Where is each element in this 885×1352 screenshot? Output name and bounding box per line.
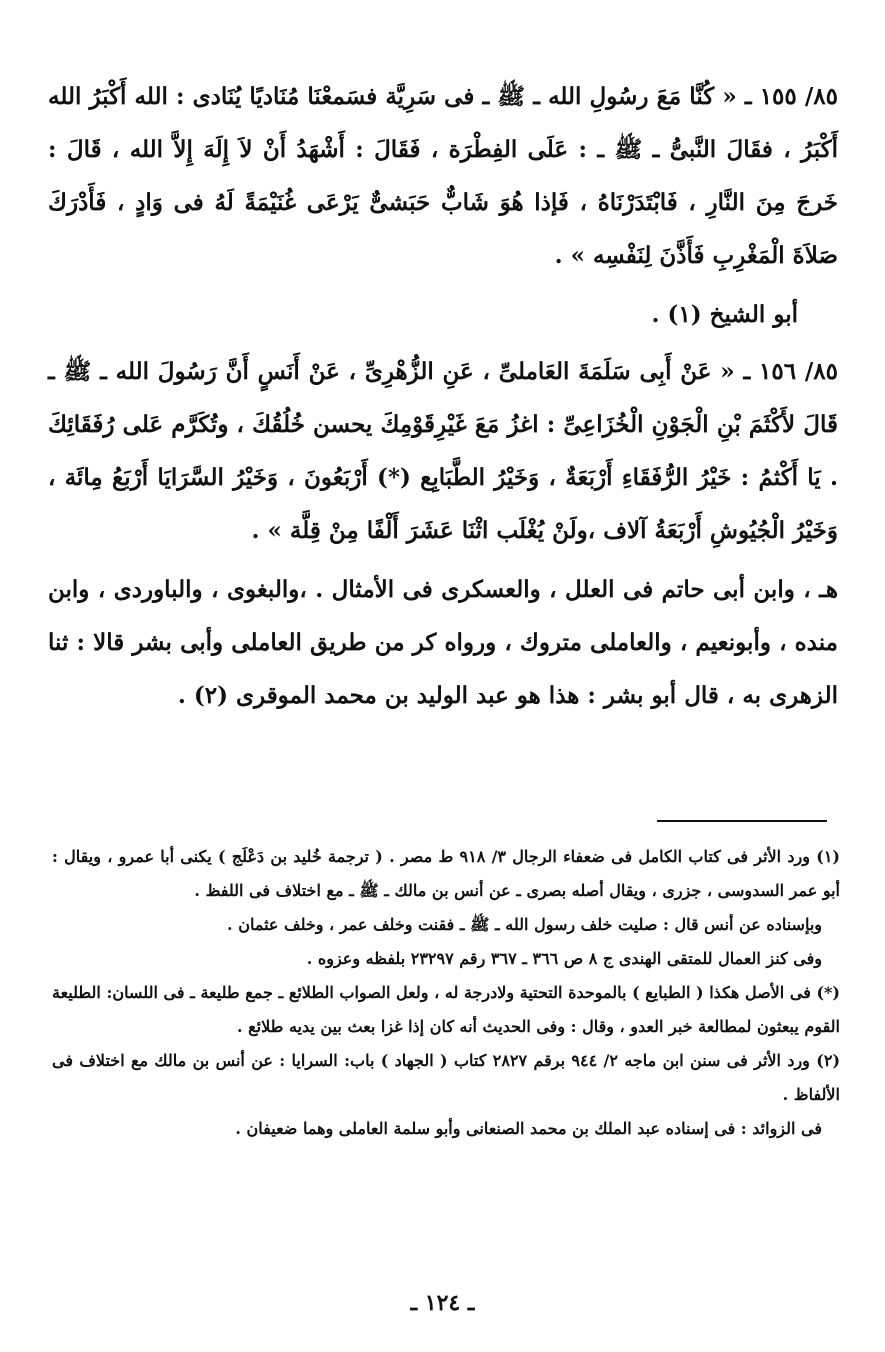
main-text <box>48 70 838 722</box>
footnote-divider <box>657 820 827 822</box>
hadith-155: ٨٥/ ١٥٥ ـ « كُنَّا مَعَ رسُولِ الله ـ ﷺ ـ فى سَرِيَّة فسَمعْنَا مُنَاديًا يُنَادى : الله أَكْبَرُ الله أَكْبَرُ ، فقَالَ النَّبىُّ ـ ﷺ ـ : عَلَى الفِطْرَة ، فَقَالَ : أَشْهَدُ أَنْ لاَ إِلَهَ إِلاَّ الله ، قَالَ : خَرجَ مِنَ النَّارِ ، فَابْتَدَرْنَاهُ ، فَإذا هُوَ شَابٌّ حَبَشىٌّ يَرْعَى غُنَيْمَةً لَهُ فى وَادٍ ، فَأَدْرَكَ صَلاَةَ الْمَغْرِبِ فَأَذَّنَ لِنَفْسِه » . <box>48 83 838 269</box>
page-body <box>48 70 838 722</box>
footnote-2-continuation: فى الزوائد : فى إسناده عبد الملك بن محمد الصنعانى وأبو سلمة العاملى وهما ضعيفان . <box>235 1119 822 1138</box>
source-citation-155: أبو الشيخ (١) . <box>651 301 798 328</box>
footnote-2: (٢) ورد الأثر فى سنن ابن ماجه ٢/ ٩٤٤ برقم ٢٨٢٧ كتاب ( الجهاد ) باب: السرايا : عن أنس بن مالك مع اختلاف فى الألفاظ . <box>52 1051 841 1104</box>
commentary-paragraph: هـ ، وابن أبى حاتم فى العلل ، والعسكرى فى الأمثال . ،والبغوى ، والباوردى ، وابن منده ، وأبونعيم ، والعاملى متروك ، ورواه كر من طريق العاملى وأبى بشر قالا : ثنا الزهرى به ، قال أبو بشر : هذا هو عبد الوليد بن محمد الموقرى (٢) . <box>48 576 838 709</box>
page-number: ـ ١٢٤ ـ <box>410 1290 475 1316</box>
footnote-star: (*) فى الأصل هكذا ( الطبايع ) بالموحدة التحتية ولادرجة له ، ولعل الصواب الطلائع ـ جمع طليعة ـ فى اللسان: الطليعة القوم يبعثون لمطالعة خبر العدو ، وقال : وفى الحديث أنه كان إذا غزا بعث بين يديه طلائع . <box>52 983 840 1036</box>
hadith-156: ٨٥/ ١٥٦ ـ « عَنْ أَبِى سَلَمَةَ العَاملىِّ ، عَنِ الزُّهْرِىِّ ، عَنْ أَنَسٍ أَنَّ رَسُولَ الله ـ ﷺ ـ قَالَ لأَكْثَمَ بْنِ الْجَوْنِ الْخُزَاعِىِّ : اغزُ مَعَ غَيْرِقَوْمِكَ يحسن خُلُقُكَ ، وتُكَرَّم عَلى رُفَقَائِكَ . يَا أَكْثمُ : خَيْرُ الرُّفَقَاءِ أَرْبَعَةٌ ، وَخَيْرُ الطَّبَابِع (*) أَرْبَعُونَ ، وَخَيْرُ السَّرَايَا أَرْبَعُ مِائَة ، وَخَيْرُ الْجُيُوشِ أَرْبَعَةُ آلاف ،ولَنْ يُغْلَب اثْنَا عَشَرَ أَلْفًا مِنْ قِلَّة » . <box>48 358 838 544</box>
footnote-1-continuation: وبإسناده عن أنس قال : صليت خلف رسول الله ـ ﷺ ـ فقنت وخلف عمر ، وخلف عثمان . <box>227 915 822 934</box>
footnote-1: (١) ورد الأثر فى كتاب الكامل فى ضعفاء الرجال ٣/ ٩١٨ ط مصر . ( ترجمة خُليد بن دَعْلَج ) يكنى أبا عمرو ، ويقال : أبو عمر السدوسى ، جزرى ، ويقال أصله بصرى ـ عن أنس بن مالك ـ ﷺ ـ مع اختلاف فى اللفظ . <box>52 847 840 900</box>
footnote-1-reference: وفى كنز العمال للمتقى الهندى ج ٨ ص ٣٦٦ ـ ٣٦٧ رقم ٢٣٢٩٧ بلفظه وعزوه . <box>306 949 822 968</box>
footnotes-section <box>52 840 840 1146</box>
